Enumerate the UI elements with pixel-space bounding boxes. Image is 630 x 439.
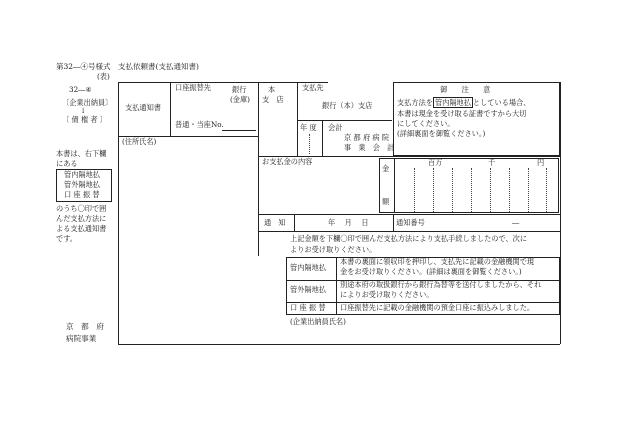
form-number: 32―④ <box>69 85 92 94</box>
digit-divider <box>490 168 491 212</box>
notice-text-pre: 支払方法を <box>397 98 433 107</box>
digit-divider <box>471 168 472 212</box>
notice-method-highlight: 管内隔地払 <box>434 98 471 107</box>
notification-number-dash: ― <box>512 218 520 227</box>
notification-number-label: 通知番号 <box>396 218 425 227</box>
amount-content-label: お支払金の内容 <box>262 157 313 166</box>
note-line: よる支払通知書 <box>56 224 107 233</box>
notice-text-line <box>397 99 530 108</box>
creditor-bottom-label: 〔 債 権 者 〕 <box>62 115 108 124</box>
account-type-label: 普通・当座No. <box>175 120 224 129</box>
org-line-1: 京 都 府 病 院 <box>344 133 390 142</box>
branch-label: 銀行（本）支店 <box>322 101 373 110</box>
unit-en: 円 <box>537 158 545 167</box>
method-item: 口 座 振 替 <box>64 190 100 199</box>
payee-label: 支払先 <box>302 83 324 92</box>
creditor-top-label: 〔企業出納員〕 <box>62 98 113 107</box>
unit-sen: 千 <box>488 158 496 167</box>
shiten-label: 支 店 <box>262 95 284 104</box>
frame-right-line <box>560 82 561 344</box>
honten-label: 本 <box>268 85 276 94</box>
instruction-line: 上記金額を下欄〇印で囲んだ支払方法により支払手続しましたので、次に <box>290 234 528 243</box>
org-line-2: 事 業 会 計 <box>344 143 395 152</box>
note-line: んだ支払方法に <box>56 214 107 223</box>
frame-line <box>258 82 259 256</box>
issuer-line: 病院事業 <box>66 334 97 343</box>
digit-divider <box>509 168 510 212</box>
frame-bottom-line <box>118 344 560 345</box>
note-line: にある <box>56 159 78 168</box>
method-row-label: 管外隔地払 <box>290 285 326 294</box>
digit-divider <box>414 168 415 212</box>
frame-left-line <box>118 82 119 344</box>
unit-hyakuman: 百万 <box>428 158 443 167</box>
method-row-text: 本書の裏面に領収印を押印し、支払先に記載の金融機関で現 <box>340 257 535 266</box>
notice-text-line: 本書は現金を受け取る証書ですから大切 <box>397 109 527 118</box>
method-row-text: 別途本府の取扱銀行から銀行為替等を送付しましたから、それ <box>340 280 542 289</box>
frame-line <box>297 82 298 156</box>
note-line: のうち〇印で囲 <box>56 204 107 213</box>
frame-line <box>294 214 295 231</box>
notice-title: 御 注 意 <box>440 85 491 94</box>
method-row-text: 口座振替先に記載の金融機関の預金口座に振込みしました。 <box>340 303 535 312</box>
method-item: 管内隔地払 <box>64 170 100 179</box>
digit-divider <box>433 168 434 212</box>
doc-label: 支払通知書 <box>125 103 161 112</box>
notification-date: 年 月 日 <box>328 218 369 227</box>
account-transfer-label: 口座振替先 <box>175 83 211 92</box>
notice-text-line: にしてください。 <box>397 119 455 128</box>
frame-line <box>170 82 171 136</box>
amount-kin-label: 金 <box>382 164 390 173</box>
digit-divider <box>452 168 453 212</box>
frame-line <box>322 120 323 156</box>
amount-label-divider <box>394 158 395 213</box>
bank-sub-label: (金庫) <box>230 95 250 104</box>
cashier-name-label: (企業出納員氏名) <box>290 317 346 326</box>
frame-line <box>297 120 392 121</box>
bank-label: 銀行 <box>232 85 247 94</box>
notice-text-post: としている場合、 <box>472 98 531 107</box>
issuer-line: 京 都 府 <box>66 322 104 331</box>
address-label: (住所氏名) <box>122 137 157 146</box>
method-row-label: 管内隔地払 <box>290 263 326 272</box>
method-item: 管外隔地払 <box>64 180 100 189</box>
amount-gaku-label: 額 <box>382 197 390 206</box>
notice-text-line: (詳細裏面を御覧ください。) <box>397 129 486 138</box>
frame-line <box>258 231 560 232</box>
form-side-label: (表) <box>97 72 110 81</box>
method-row-text: によりお受け取りください。 <box>340 290 434 299</box>
accounting-label: 会計 <box>328 123 343 132</box>
year-label: 年 度 <box>300 123 317 132</box>
year-dotted-divider <box>309 134 310 154</box>
instruction-line: よりお受け取りください。 <box>290 245 377 254</box>
digit-divider <box>528 168 529 212</box>
method-row-label: 口 座 振 替 <box>290 303 326 312</box>
method-row-text: 金をお受け取りください。(詳細は裏面を御覧ください。) <box>340 267 522 276</box>
notification-label: 通 知 <box>264 218 286 227</box>
frame-line <box>258 214 560 215</box>
frame-line <box>393 214 394 231</box>
arrow-down-icon: ↓ <box>80 106 87 115</box>
form-title: 第32―④号様式 支払依頼書(支払通知書) <box>56 62 199 71</box>
note-line: です。 <box>56 234 77 243</box>
digit-divider <box>546 168 547 212</box>
method-table-divider <box>336 257 337 315</box>
amount-box <box>379 158 559 213</box>
note-line: 本書は、右下欄 <box>56 149 107 158</box>
account-number-line <box>222 130 256 131</box>
